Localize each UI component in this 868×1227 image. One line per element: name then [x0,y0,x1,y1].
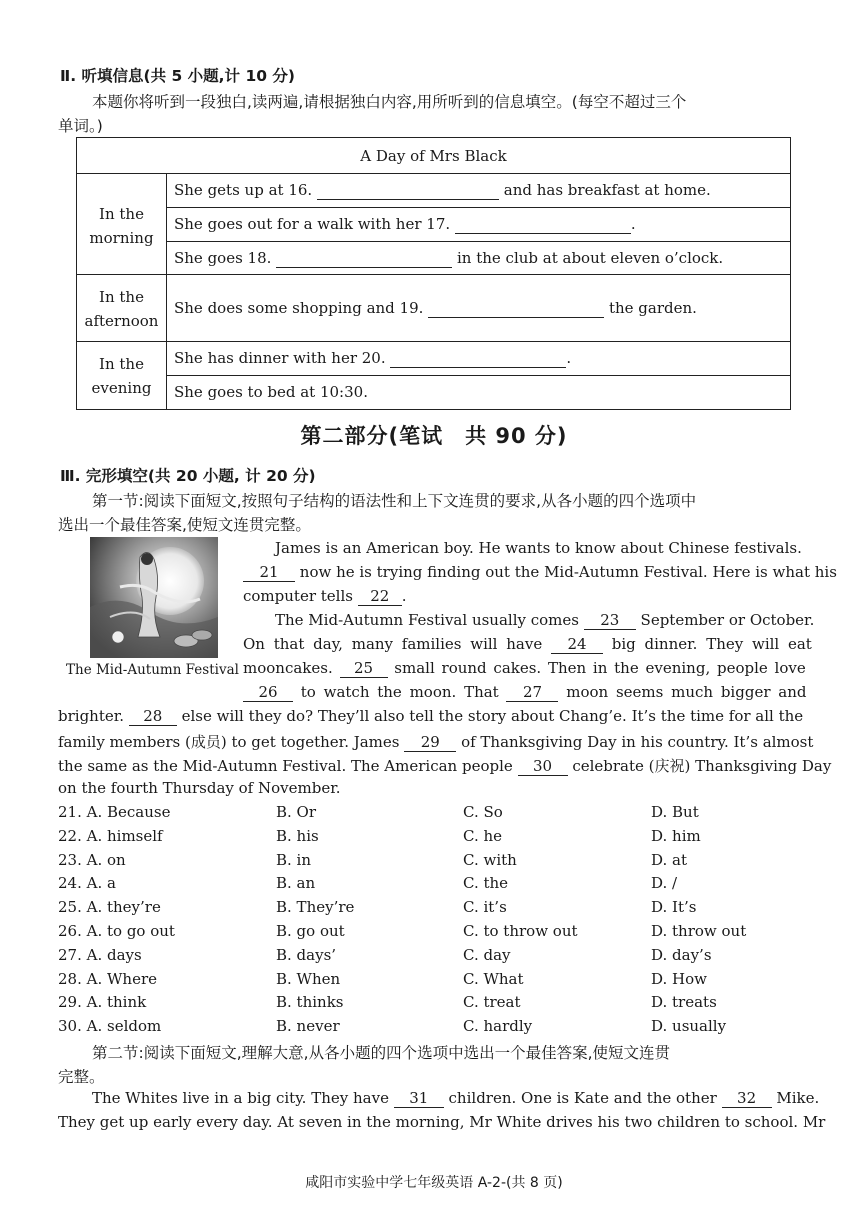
blank-24[interactable]: 24 [551,635,603,654]
blank-21[interactable]: 21 [243,563,295,582]
label-morning: In the morning [89,205,154,247]
option-28-a[interactable]: 28. A. Where [58,970,157,988]
option-25-a[interactable]: 25. A. they’re [58,898,161,916]
option-25-d[interactable]: D. It’s [651,898,697,916]
option-21-b[interactable]: B. Or [276,803,317,821]
option-27-a[interactable]: 27. A. days [58,946,142,964]
blank-16[interactable] [317,181,499,200]
option-26-d[interactable]: D. throw out [651,922,747,940]
option-27-b[interactable]: B. days’ [276,946,337,964]
option-30-d[interactable]: D. usually [651,1017,727,1035]
section-2-instruction-cont: 单词。) [58,117,103,135]
option-21-a[interactable]: 21. A. Because [58,803,171,821]
option-22-a[interactable]: 22. A. himself [58,827,163,845]
label-afternoon: In the afternoon [84,288,159,330]
option-22-b[interactable]: B. his [276,827,319,845]
option-30-a[interactable]: 30. A. seldom [58,1017,162,1035]
option-23-c[interactable]: C. with [463,851,517,869]
option-27-d[interactable]: D. day’s [651,946,712,964]
image-caption: The Mid-Autumn Festival [66,662,239,678]
section-2-title: Ⅱ. 听填信息(共 5 小题,计 10 分) [60,67,295,85]
label-evening: In the evening [91,355,152,397]
option-24-d[interactable]: D. / [651,874,678,892]
passage-line: mooncakes. 25 small round cakes. Then in the evening, people love [243,659,806,677]
option-29-b[interactable]: B. thinks [276,993,344,1011]
option-22-c[interactable]: C. he [463,827,503,845]
option-26-b[interactable]: B. go out [276,922,345,940]
blank-19[interactable] [428,299,604,318]
option-28-b[interactable]: B. When [276,970,341,988]
option-26-c[interactable]: C. to throw out [463,922,578,940]
passage-line: The Whites live in a big city. They have 31 children. One is Kate and the other 32 Mike. [92,1089,820,1107]
blank-27[interactable]: 27 [506,683,558,702]
option-24-a[interactable]: 24. A. a [58,874,116,892]
blank-26[interactable]: 26 [243,683,293,702]
row-20: She has dinner with her 20. . [174,349,572,367]
passage-line: the same as the Mid-Autumn Festival. The American people 30 celebrate (庆祝) Thanksgiving Day [58,757,832,775]
passage-line: They get up early every day. At seven in the morning, Mr White drives his two children to school. Mr [58,1113,826,1131]
blank-30[interactable]: 30 [518,757,568,776]
passage-line: family members (成员) to get together. James 29 of Thanksgiving Day in his country. It’s almost [58,733,814,751]
passage-line: brighter. 28 else will they do? They’ll also tell the story about Chang’e. It’s the time for all the [58,707,804,725]
row-bedtime: She goes to bed at 10:30. [174,383,368,401]
moon-goddess-image [90,537,218,658]
blank-28[interactable]: 28 [129,707,177,726]
option-26-a[interactable]: 26. A. to go out [58,922,175,940]
mid-autumn-illustration [90,537,218,658]
section-3-intro-cont: 选出一个最佳答案,使短文连贯完整。 [58,516,311,534]
passage-line: James is an American boy. He wants to know about Chinese festivals. [275,539,802,557]
option-30-b[interactable]: B. never [276,1017,340,1035]
section-3-part-2-intro-cont: 完整。 [58,1068,105,1086]
blank-22[interactable]: 22 [358,587,402,606]
row-17: She goes out for a walk with her 17. . [174,215,636,233]
blank-18[interactable] [276,249,452,268]
row-16: She gets up at 16. and has breakfast at home. [174,181,711,199]
blank-31[interactable]: 31 [394,1089,444,1108]
option-25-c[interactable]: C. it’s [463,898,507,916]
passage-line: 26 to watch the moon. That 27 moon seems much bigger and [243,683,806,702]
page-footer: 咸阳市实验中学七年级英语 A-2-(共 8 页) [305,1175,563,1191]
option-28-d[interactable]: D. How [651,970,707,988]
info-table [76,137,791,410]
option-28-c[interactable]: C. What [463,970,524,988]
option-21-c[interactable]: C. So [463,803,503,821]
option-21-d[interactable]: D. But [651,803,699,821]
passage-line: The Mid-Autumn Festival usually comes 23 September or October. [275,611,815,629]
option-24-c[interactable]: C. the [463,874,509,892]
section-3-intro: 第一节:阅读下面短文,按照句子结构的语法性和上下文连贯的要求,从各小题的四个选项中 [92,492,697,510]
option-25-b[interactable]: B. They’re [276,898,355,916]
blank-23[interactable]: 23 [584,611,636,630]
section-3-title: Ⅲ. 完形填空(共 20 小题, 计 20 分) [60,467,316,485]
passage-line: On that day, many families will have 24 big dinner. They will eat [243,635,812,653]
option-23-a[interactable]: 23. A. on [58,851,126,869]
option-27-c[interactable]: C. day [463,946,511,964]
option-29-c[interactable]: C. treat [463,993,521,1011]
blank-32[interactable]: 32 [722,1089,772,1108]
row-18: She goes 18. in the club at about eleven o’clock. [174,249,724,267]
option-23-b[interactable]: B. in [276,851,312,869]
passage-line: on the fourth Thursday of November. [58,779,341,797]
passage-line: computer tells 22 . [243,587,407,605]
option-22-d[interactable]: D. him [651,827,701,845]
option-29-a[interactable]: 29. A. think [58,993,147,1011]
section-3-part-2-intro: 第二节:阅读下面短文,理解大意,从各小题的四个选项中选出一个最佳答案,使短文连贯 [92,1044,671,1062]
part-2-title: 第二部分(笔试 共 90 分) [300,424,568,448]
option-23-d[interactable]: D. at [651,851,687,869]
row-19: She does some shopping and 19. the garden. [174,299,697,317]
option-29-d[interactable]: D. treats [651,993,717,1011]
blank-29[interactable]: 29 [404,733,456,752]
option-24-b[interactable]: B. an [276,874,316,892]
blank-25[interactable]: 25 [340,659,388,678]
table-title: A Day of Mrs Black [360,147,507,165]
passage-line: 21 now he is trying finding out the Mid-Autumn Festival. Here is what his [243,563,837,582]
section-2-instruction: 本题你将听到一段独白,读两遍,请根据独白内容,用所听到的信息填空。(每空不超过三个 [92,93,687,111]
option-30-c[interactable]: C. hardly [463,1017,533,1035]
blank-17[interactable] [455,215,631,234]
blank-20[interactable] [390,349,566,368]
